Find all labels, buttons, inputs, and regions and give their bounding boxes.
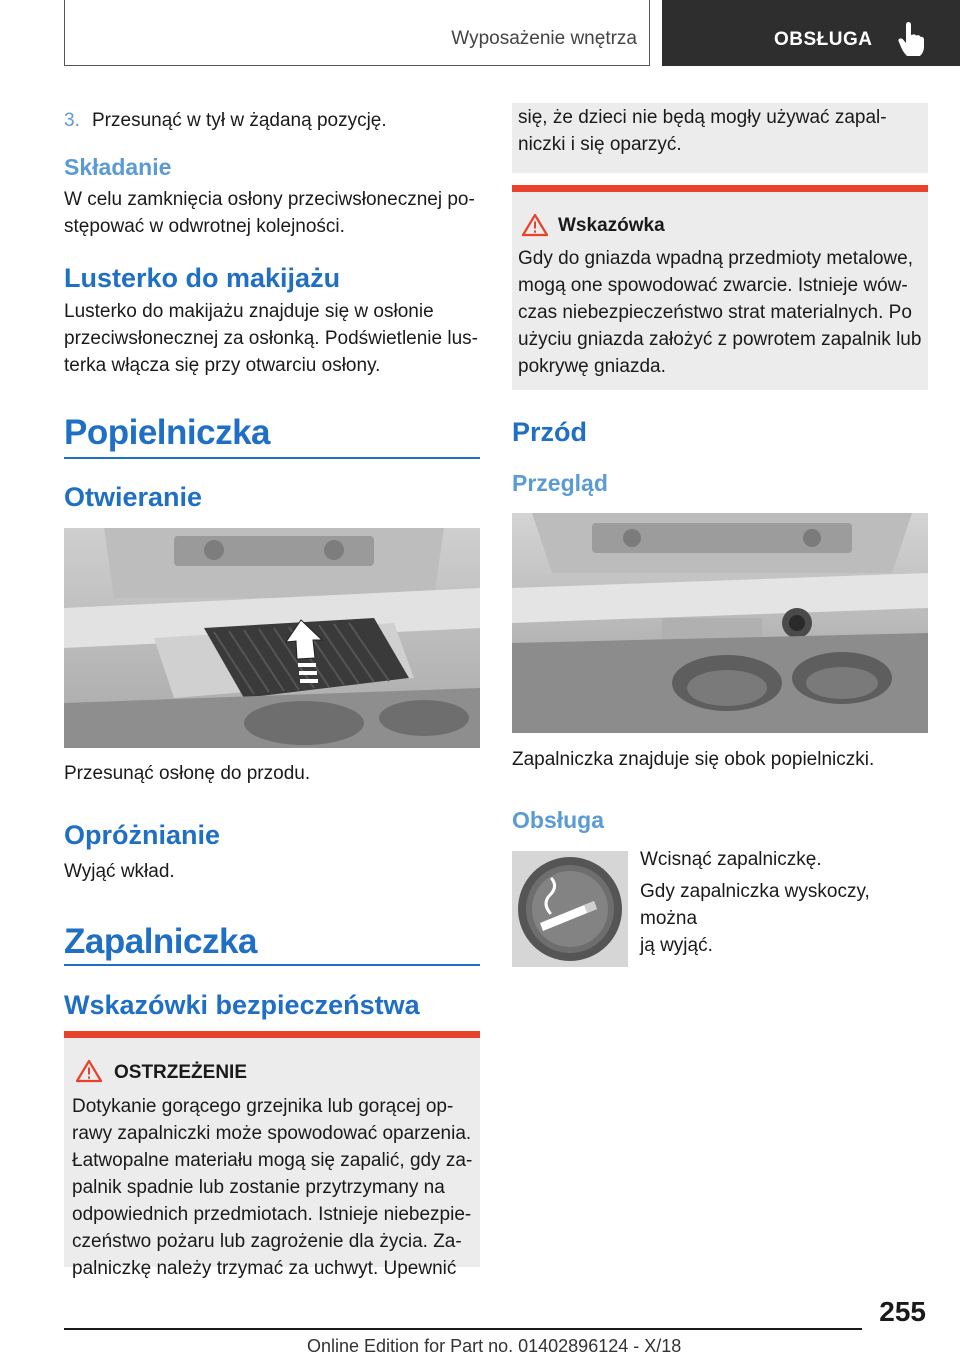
step-text: Przesunąć w tył w żądaną pozycję. <box>92 110 387 131</box>
note-box <box>512 185 928 390</box>
obsluga-step-1: Wcisnąć zapalniczkę. <box>640 849 822 870</box>
footer-edition: Online Edition for Part no. 01402896124 - X/18 <box>307 1336 682 1356</box>
text-line: niczki i się oparzyć. <box>518 134 682 155</box>
note-text <box>518 245 924 380</box>
paragraph-skladanie <box>64 186 480 240</box>
header-chapter-title: OBSŁUGA <box>774 29 873 50</box>
text-line: Łatwopalne materiału mogą się zapalić, gdy za- <box>72 1150 473 1171</box>
heading-oprozniane: Opróżnianie <box>64 820 221 850</box>
warning-box <box>64 1031 480 1279</box>
warning-triangle-icon <box>522 213 548 237</box>
header-section-title: Wyposażenie wnętrza <box>451 28 637 49</box>
text-line: rawy zapalniczki może spowodować oparzenia. <box>72 1123 472 1144</box>
header-chapter-tab <box>662 0 960 66</box>
warning-text <box>72 1093 476 1282</box>
ashtray-illustration <box>64 528 480 748</box>
cigarette-lighter-overview-photo <box>512 513 928 733</box>
console-illustration <box>512 513 928 733</box>
text-line: czas niebezpieczeństwo strat materialnych. Po <box>518 302 912 323</box>
obsluga-step-2 <box>640 878 930 959</box>
note-bar <box>512 185 928 192</box>
warning-box-continued <box>512 103 928 173</box>
warning-bar <box>64 1031 480 1038</box>
heading-rule <box>64 457 480 459</box>
text-line: stępować w odwrotnej kolejności. <box>64 216 345 237</box>
header-section-tab <box>64 0 650 66</box>
step-number: 3. <box>64 110 80 131</box>
text-line: się, że dzieci nie będą mogły używać zapal- <box>518 107 887 128</box>
text-line: przeciwsłonecznej za osłonką. Podświetlenie lus- <box>64 328 478 349</box>
caption-przeglad: Zapalniczka znajduje się obok popielniczki. <box>512 749 875 770</box>
text-line: ją wyjąć. <box>640 935 713 956</box>
warning-title: OSTRZEŻENIE <box>114 1062 248 1083</box>
text-line: czeństwo pożaru lub zagrożenie dla życia. Za- <box>72 1231 462 1252</box>
ashtray-photo <box>64 528 480 748</box>
text-line: Lusterko do makijażu znajduje się w osłonie <box>64 301 434 322</box>
footer-rule <box>64 1328 862 1330</box>
text-line: W celu zamknięcia osłony przeciwsłonecznej po- <box>64 189 475 210</box>
text-line: Gdy zapalniczka wyskoczy, można <box>640 881 870 929</box>
page-header <box>0 0 960 68</box>
heading-otwieranie: Otwieranie <box>64 482 203 512</box>
paragraph-lusterko <box>64 298 484 379</box>
heading-wskazowki: Wskazówki bezpieczeństwa <box>64 990 420 1020</box>
heading-skladanie: Składanie <box>64 154 172 180</box>
caption-otwieranie: Przesunąć osłonę do przodu. <box>64 763 311 784</box>
text-line: Gdy do gniazda wpadną przedmioty metalowe, <box>518 248 914 269</box>
text-line: palnik spadnie lub zostanie przytrzymany na <box>72 1177 445 1198</box>
heading-przod: Przód <box>512 417 588 447</box>
cigarette-lighter-icon <box>512 851 628 967</box>
paragraph-oprozniane: Wyjąć wkład. <box>64 861 175 882</box>
page-number: 255 <box>879 1296 926 1327</box>
text-line: pokrywę gniazda. <box>518 356 666 377</box>
step-3 <box>64 107 480 134</box>
text-line: użyciu gniazda założyć z powrotem zapalnik lub <box>518 329 922 350</box>
heading-lusterko: Lusterko do makijażu <box>64 263 341 293</box>
text-line: terka włącza się przy otwarciu osłony. <box>64 355 381 376</box>
warning-triangle-icon <box>76 1059 102 1083</box>
heading-rule <box>64 964 480 966</box>
text-line: Dotykanie gorącego grzejnika lub gorącej op- <box>72 1096 454 1117</box>
cigarette-lighter-button-photo <box>512 851 628 967</box>
heading-popielniczka: Popielniczka <box>64 413 271 452</box>
heading-obsluga: Obsługa <box>512 807 605 833</box>
note-title: Wskazówka <box>558 215 665 236</box>
hand-pointer-icon <box>898 22 924 56</box>
text-line: mogą one spowodować zwarcie. Istnieje wów- <box>518 275 908 296</box>
heading-przeglad: Przegląd <box>512 470 608 496</box>
warning-text-continued <box>518 104 922 158</box>
text-line: palniczkę należy trzymać za uchwyt. Upewnić <box>72 1258 457 1279</box>
text-line: odpowiednich przedmiotach. Istnieje niebezpie- <box>72 1204 472 1225</box>
heading-zapalniczka: Zapalniczka <box>64 922 257 961</box>
